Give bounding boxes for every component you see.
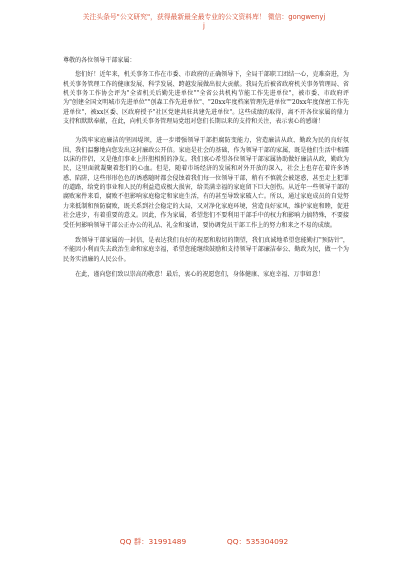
- banner-line-2: j: [203, 22, 205, 30]
- banner-line-1: 关注头条号"公文研究"，获得最新最全最专业的公文资料库！ 微信：gongwenyj: [82, 13, 326, 21]
- footer-qq-group: QQ 群：31991489: [119, 537, 187, 546]
- footer-qq-number: QQ：535304092: [226, 537, 289, 546]
- letter-salutation: 尊敬的各位领导干部家属：: [63, 57, 136, 64]
- letter-paragraph-2: 为筑牢家庭廉洁的坚固堤坝，进一步增强领导干部拒腐防变能力，营造廉洁从政、勤政为民的良好氛围，我们温馨地向您发出这封廉政公开信。家庭是社会的基础，作为领导干部的家属，既是他们生活中相濡以沫的伴侣，又是他们事业上肝胆相照的净友。我们衷心希望各位领导干部家属协助做好廉洁从政，勤政为民，这里面就凝聚着您们的心血。但是，随着市场经济的发展和对外开放的深入，社会上也存在着许多诱惑、陷阱，这些形形色色的诱惑随时都会侵蚀着我们每一位领导干部，稍有不慎就会被迷惑，甚至走上犯罪的道路，给党的事业和人民的利益造成极大损害，给美满幸福的家庭留下巨大创伤。从近年一些领导干部的腐败案件来看，腐败不但影响家庭稳定和家庭生活，有的甚至导致家破人亡。所以，通过家庭成员的自觉努力来抵制和预防腐败，既关系到社会稳定的大局，又对净化家庭环境，营造良好家风，维护家庭和睦，促进社会进步，有着重要的意义。因此，作为家属，希望您们不要利用干部手中的权力和影响力搞特殊，不要接受任何影响领导干部公正办公的礼品、礼金和宴请，要协调党员干部工作上的努力和来之不易的成绩。: [63, 137, 349, 229]
- footer-contact: [0, 536, 408, 547]
- header-banner: [0, 13, 408, 31]
- letter-paragraph-1: 您们好！近年来，机关事务工作在市委、市政府的正确领导下，全局干部职工团结一心，克难奋进，为机关事务管理工作的健康发展、科学发展、跨越发展做出很大贡献。我局先后被省政府机关事务管理局、省机关事务工作协会评为"全省机关后勤先进单位""全省公共机构节能工作先进单位"，被市委、市政府评为"创建全国文明城市先进单位""创森工作先进单位"、"20xx年度档案管理先进单位""20xx年度保密工作先进单位"，被xx区委、区政府授予"社区党建共驻共建先进单位"。这些成绩的取得，离不开各位家属的鼎力支持和默默奉献，在此，向机关事务管理局党组对您们长期以来的支持和关注，表示衷心的感谢！: [63, 71, 349, 126]
- letter-paragraph-3: 致领导干部家属的一封信，是表达我们良好的祝愿和殷切的期望，我们真诚地希望您能勤打"预防针"，不能因小利而失去政治生命和家庭幸福，希望您能继续鼓励和支持领导干部廉洁奉公、勤政为民，做一个为民务实清廉的人民公仆。: [63, 236, 349, 263]
- letter-body: [63, 56, 349, 285]
- letter-paragraph-4: 在此，谨向您们致以崇高的敬意！最后，衷心的祝愿您们，身体健康、家庭幸福、万事如意！: [75, 270, 324, 278]
